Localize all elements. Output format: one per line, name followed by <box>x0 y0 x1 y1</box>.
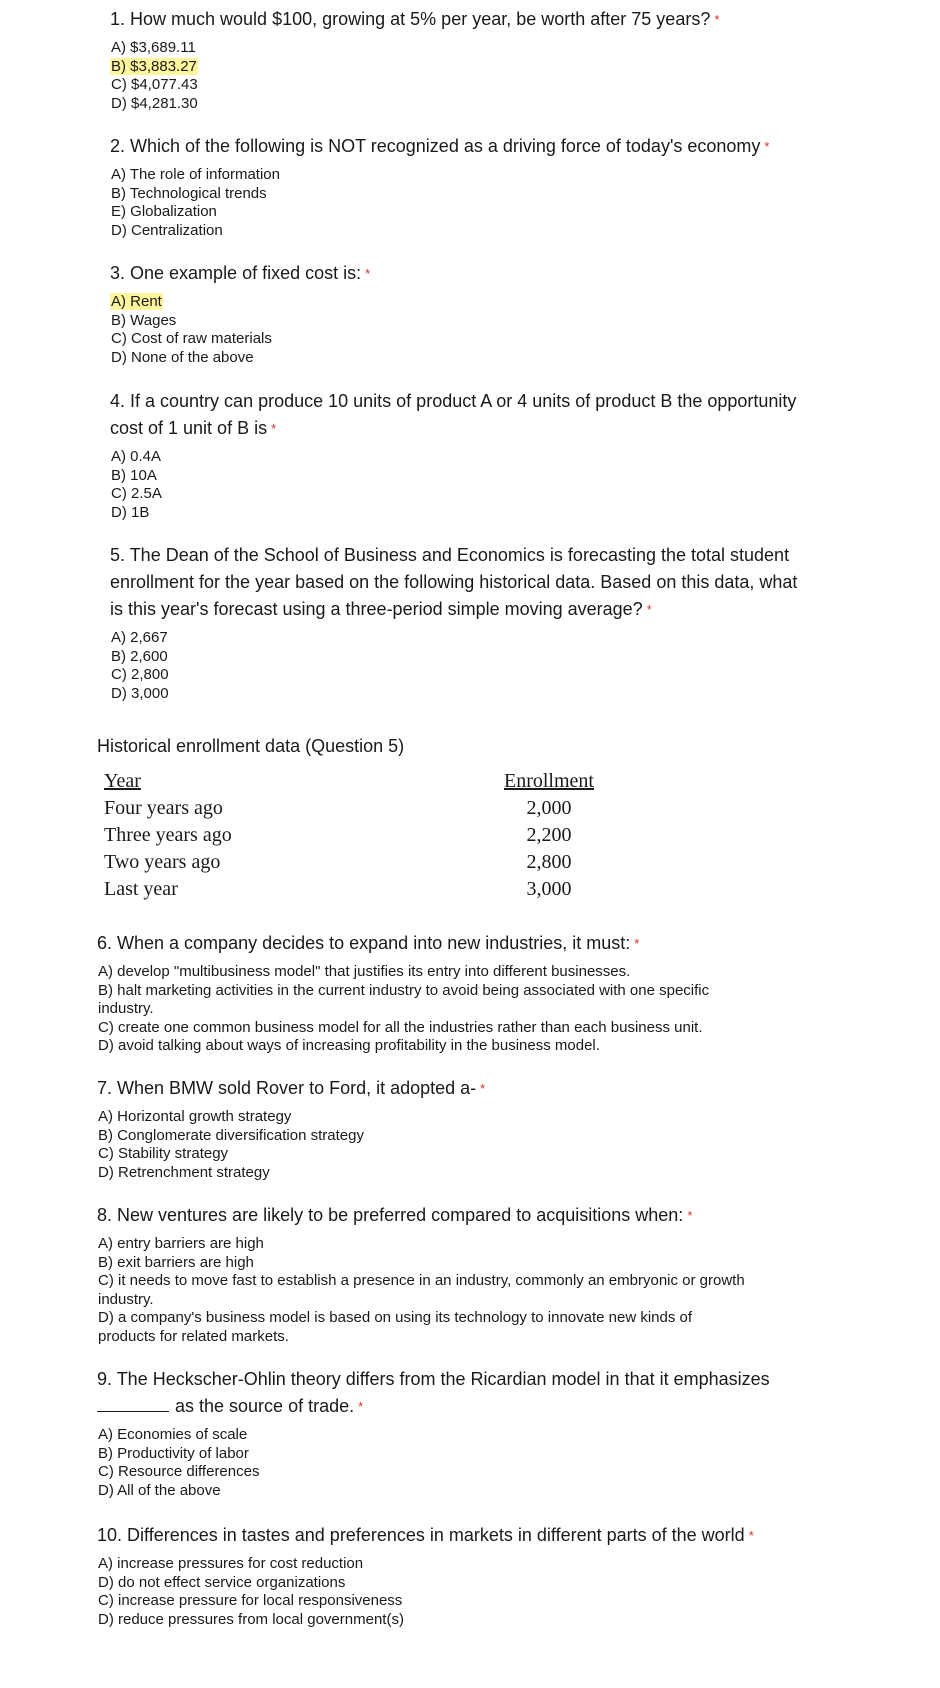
required-asterisk: * <box>365 266 371 281</box>
question-1 <box>110 6 870 113</box>
answer-option[interactable]: C) 2,800 <box>111 666 169 683</box>
question-title: 1. How much would $100, growing at 5% per year, be worth after 75 years? * <box>110 9 720 29</box>
question-8 <box>97 1202 897 1346</box>
question-title: 3. One example of fixed cost is: * <box>110 263 371 283</box>
answer-option[interactable]: D) $4,281.30 <box>111 94 198 112</box>
year-header: Year <box>104 770 141 792</box>
answer-option-continued[interactable]: industry. <box>98 1000 154 1017</box>
question-title: 7. When BMW sold Rover to Ford, it adopted a- * <box>97 1078 486 1098</box>
answer-list <box>97 1426 897 1500</box>
answer-option[interactable]: A) 0.4A <box>111 448 162 465</box>
answer-option[interactable]: C) it needs to move fast to establish a presence in an industry, commonly an embryonic or growth <box>98 1272 745 1289</box>
question-title: 10. Differences in tastes and preferences in markets in different parts of the world * <box>97 1525 754 1545</box>
answer-option[interactable]: C) Stability strategy <box>98 1145 229 1162</box>
answer-list <box>97 1555 897 1629</box>
answer-option[interactable]: A) The role of information <box>111 166 280 183</box>
answer-list <box>110 39 870 113</box>
enrollment-cell: 2,800 <box>526 851 572 873</box>
required-asterisk: * <box>764 139 770 154</box>
enrollment-cell: 2,000 <box>526 797 572 819</box>
required-asterisk: * <box>646 602 652 617</box>
answer-option-highlighted[interactable]: A) Rent <box>111 293 162 310</box>
answer-option[interactable]: D) 1B <box>111 503 150 521</box>
answer-list <box>110 448 910 522</box>
answer-option[interactable]: A) 2,667 <box>111 629 168 646</box>
answer-option[interactable]: A) $3,689.11 <box>111 39 196 56</box>
answer-option[interactable]: D) a company's business model is based on using its technology to innovate new kinds of <box>98 1309 693 1326</box>
answer-list <box>97 1235 897 1346</box>
answer-list <box>97 963 897 1056</box>
answer-option[interactable]: D) do not effect service organizations <box>98 1573 346 1591</box>
required-asterisk: * <box>687 1208 693 1223</box>
table-row <box>104 797 624 824</box>
answer-option[interactable]: A) increase pressures for cost reduction <box>98 1555 364 1572</box>
historical-data-label: Historical enrollment data (Question 5) <box>97 736 405 756</box>
answer-option[interactable]: B) Wages <box>111 311 177 329</box>
answer-list <box>110 629 910 703</box>
answer-option[interactable]: C) $4,077.43 <box>111 76 198 93</box>
enrollment-header: Enrollment <box>504 770 594 792</box>
answer-option[interactable]: B) halt marketing activities in the current industry to avoid being associated with one specific <box>98 981 710 999</box>
answer-option[interactable]: A) Horizontal growth strategy <box>98 1108 292 1125</box>
answer-list <box>97 1108 857 1182</box>
table-row <box>104 824 624 851</box>
answer-option[interactable]: B) 2,600 <box>111 647 168 665</box>
year-cell: Last year <box>104 878 178 900</box>
required-asterisk: * <box>480 1081 486 1096</box>
answer-option-continued[interactable]: products for related markets. <box>98 1327 289 1345</box>
required-asterisk: * <box>271 421 277 436</box>
answer-option[interactable]: A) develop "multibusiness model" that justifies its entry into different businesses. <box>98 963 631 980</box>
question-title: 2. Which of the following is NOT recognized as a driving force of today's economy * <box>110 136 770 156</box>
question-title: 4. If a country can produce 10 units of product A or 4 units of product B the opportunity cost of 1 unit of B is * <box>110 391 797 438</box>
enrollment-cell: 2,200 <box>526 824 572 846</box>
answer-option-continued[interactable]: industry. <box>98 1290 154 1308</box>
year-cell: Three years ago <box>104 824 232 846</box>
question-title: 5. The Dean of the School of Business and Economics is forecasting the total student enrollment for the year based on the following historical data. Based on this data, what is this year's forecast using a three-period simple moving average? * <box>110 545 798 619</box>
answer-option[interactable]: D) None of the above <box>111 348 254 366</box>
question-9 <box>97 1366 897 1500</box>
question-5 <box>110 542 910 703</box>
answer-option[interactable]: D) Centralization <box>111 221 223 239</box>
question-2 <box>110 133 870 240</box>
required-asterisk: * <box>748 1528 754 1543</box>
answer-option[interactable]: A) Economies of scale <box>98 1426 248 1443</box>
question-title: 8. New ventures are likely to be preferred compared to acquisitions when: * <box>97 1205 693 1225</box>
answer-option[interactable]: B) Conglomerate diversification strategy <box>98 1126 364 1144</box>
answer-option[interactable]: D) All of the above <box>98 1481 221 1499</box>
required-asterisk: * <box>358 1399 364 1414</box>
answer-option[interactable]: A) entry barriers are high <box>98 1235 264 1252</box>
answer-option[interactable]: C) 2.5A <box>111 485 162 502</box>
year-cell: Two years ago <box>104 851 221 873</box>
required-asterisk: * <box>714 12 720 27</box>
answer-option[interactable]: D) avoid talking about ways of increasing profitability in the business model. <box>98 1037 600 1054</box>
answer-option[interactable]: C) Resource differences <box>98 1463 260 1480</box>
answer-option[interactable]: C) increase pressure for local responsiveness <box>98 1592 403 1609</box>
enrollment-cell: 3,000 <box>526 878 572 900</box>
answer-option[interactable]: C) create one common business model for all the industries rather than each business unit. <box>98 1018 703 1036</box>
question-4 <box>110 388 910 522</box>
question-title: 6. When a company decides to expand into new industries, it must: * <box>97 933 640 953</box>
answer-option[interactable]: D) reduce pressures from local government(s) <box>98 1610 404 1628</box>
answer-list <box>110 293 870 367</box>
answer-option[interactable]: D) Retrenchment strategy <box>98 1163 270 1181</box>
answer-option[interactable]: B) Technological trends <box>111 184 267 202</box>
answer-option[interactable]: B) 10A <box>111 466 157 484</box>
fill-in-blank <box>97 1410 169 1412</box>
table-row <box>104 851 624 878</box>
answer-option[interactable]: D) 3,000 <box>111 684 169 702</box>
answer-option[interactable]: B) exit barriers are high <box>98 1253 254 1271</box>
question-10 <box>97 1522 897 1629</box>
enrollment-table <box>104 770 624 905</box>
question-3 <box>110 260 870 367</box>
answer-option[interactable]: E) Globalization <box>111 203 217 220</box>
question-6 <box>97 930 897 1056</box>
question-title: 9. The Heckscher-Ohlin theory differs from the Ricardian model in that it emphasizes as the source of trade. * <box>97 1369 770 1416</box>
answer-option-highlighted[interactable]: B) $3,883.27 <box>111 57 197 75</box>
answer-option[interactable]: B) Productivity of labor <box>98 1444 249 1462</box>
year-cell: Four years ago <box>104 797 223 819</box>
question-7 <box>97 1075 857 1182</box>
table-row <box>104 878 624 905</box>
answer-option[interactable]: C) Cost of raw materials <box>111 330 272 347</box>
required-asterisk: * <box>634 936 640 951</box>
answer-list <box>110 166 870 240</box>
table-header-row <box>104 770 624 797</box>
